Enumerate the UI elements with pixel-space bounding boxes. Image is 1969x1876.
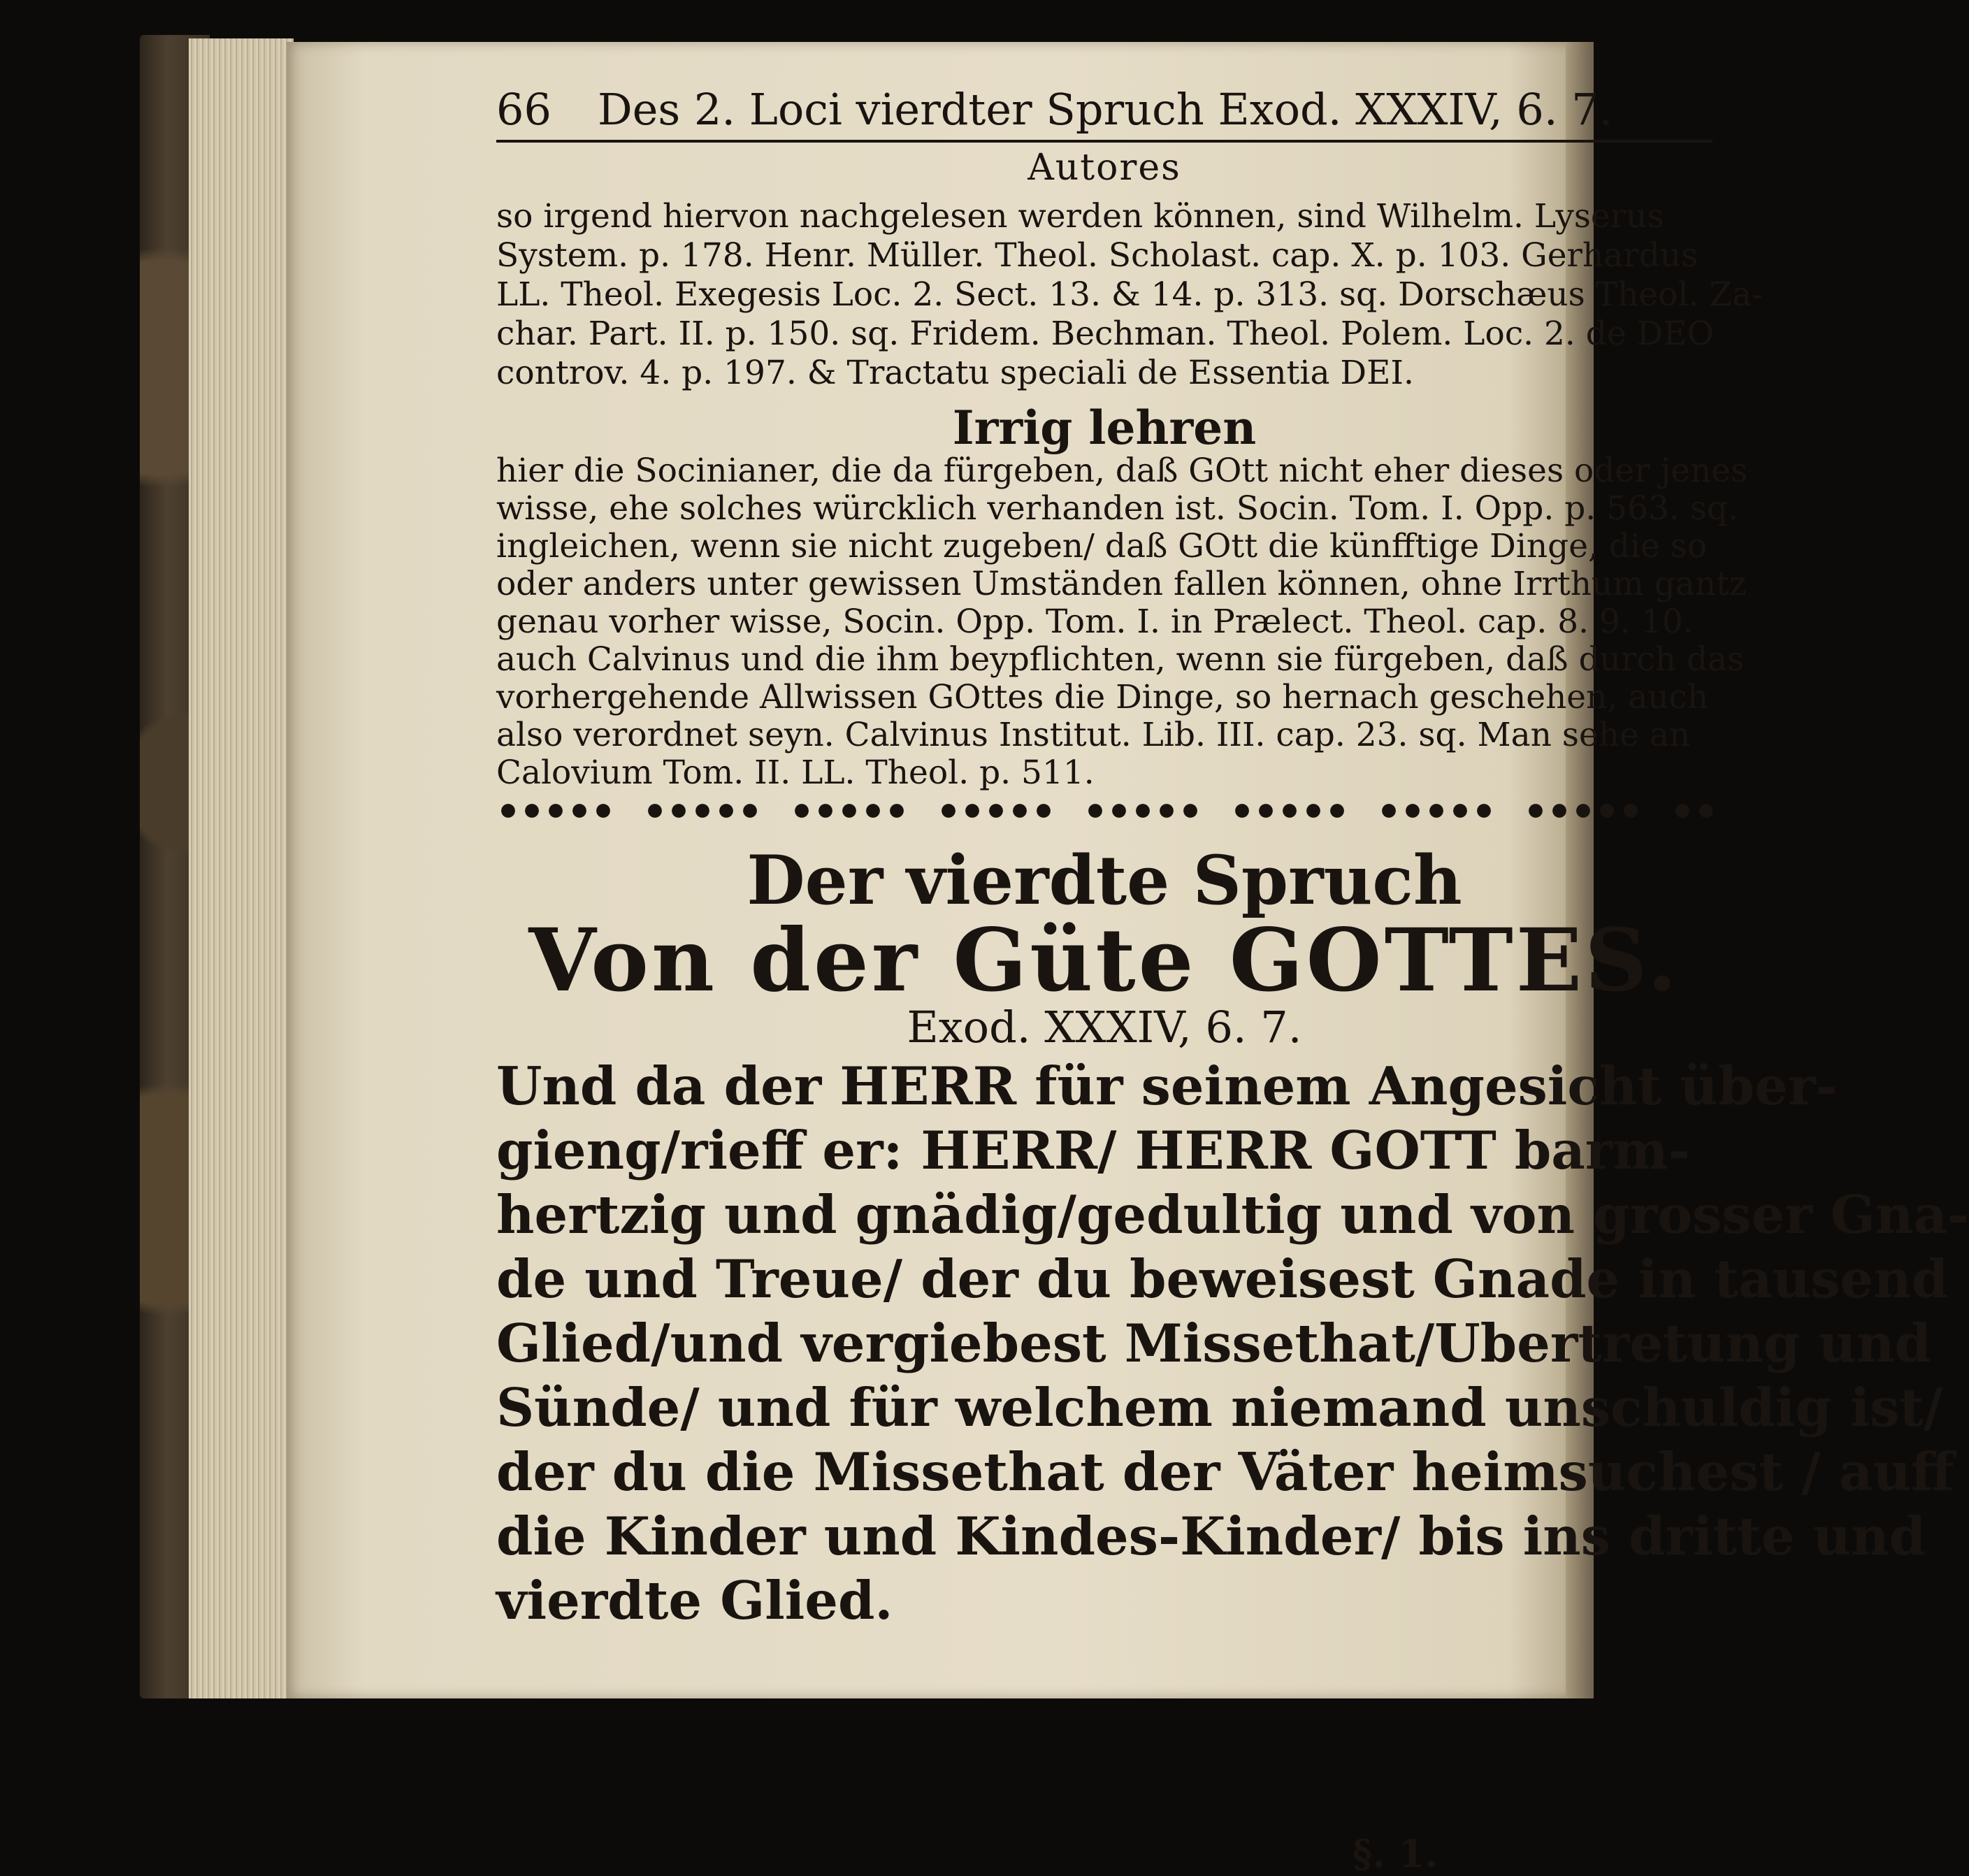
ornament [1083,799,1202,823]
irrig-line: ingleichen, wenn sie nicht zugeben/ daß GOtt die künfftige Dinge, die so [496,527,1708,565]
verse-line: der du die Missethat der Väter heimsuchest / auff [496,1441,1954,1503]
irrig-line: hier die Socinianer, die da fürgeben, daß GOtt nicht eher dieses oder jenes [496,452,1748,490]
running-title: Des 2. Loci vierdter Spruch Exod. XXXIV, 6. 7. [598,84,1613,135]
ornament [1671,799,1712,823]
verse-line: Und da der HERR für seinem Angesicht über- [496,1055,1838,1117]
section-subtitle: Von der Güte GOTTES. [528,910,1680,1011]
running-header [496,78,1712,141]
irrig-heading: Irrig lehren [952,401,1257,455]
ornament [1230,799,1349,823]
verse-line: die Kinder und Kindes-Kinder/ bis ins dritte und [496,1506,1926,1567]
verse-line: Glied/und vergiebest Missethat/Ubertretung und [496,1313,1931,1374]
page-number: 66 [496,84,551,135]
autores-heading: Autores [1027,147,1181,189]
verse-line: vierdte Glied. [496,1570,893,1631]
ornament [1377,799,1496,823]
verse-line: de und Treue/ der du beweisest Gnade in tausend [496,1248,1949,1310]
signature-mark: §. 1. [1353,1831,1438,1876]
ornament-border [496,793,1712,828]
autores-line: System. p. 178. Henr. Müller. Theol. Scholast. cap. X. p. 103. Gerhardus [496,236,1698,275]
autores-line: controv. 4. p. 197. & Tractatu speciali de Essentia DEI. [496,354,1414,392]
verse-line: Sünde/ und für welchem niemand unschuldig ist/ [496,1377,1943,1438]
irrig-line: wisse, ehe solches würcklich verhanden ist. Socin. Tom. I. Opp. p. 563. sq. [496,489,1738,528]
ornament [496,799,615,823]
irrig-line: genau vorher wisse, Socin. Opp. Tom. I. in Prælect. Theol. cap. 8. 9. 10. [496,603,1694,641]
ornament [790,799,909,823]
irrig-line: oder anders unter gewissen Umständen fallen können, ohne Irrthum gantz [496,565,1747,603]
autores-line: char. Part. II. p. 150. sq. Fridem. Bechman. Theol. Polem. Loc. 2. de DEO [496,315,1715,353]
ornament [643,799,762,823]
irrig-line: also verordnet seyn. Calvinus Institut. Lib. III. cap. 23. sq. Man sehe an [496,716,1691,754]
autores-line: LL. Theol. Exegesis Loc. 2. Sect. 13. & 14. p. 313. sq. Dorschæus Theol. Za- [496,275,1763,314]
section-title: Der vierdte Spruch [747,841,1462,920]
verse-line: hertzig und gnädig/gedultig und von grosser Gna- [496,1184,1969,1246]
irrig-line: vorhergehende Allwissen GOttes die Dinge, so hernach geschehen, auch [496,678,1709,716]
page-edges [189,38,294,1698]
scripture-reference: Exod. XXXIV, 6. 7. [907,1002,1302,1053]
irrig-line: Calovium Tom. II. LL. Theol. p. 511. [496,753,1095,792]
ornament [937,799,1055,823]
autores-line: so irgend hiervon nachgelesen werden können, sind Wilhelm. Lyserus [496,197,1664,236]
verse-line: gieng/rieff er: HERR/ HERR GOTT barm- [496,1120,1690,1181]
ornament [1524,799,1643,823]
irrig-line: auch Calvinus und die ihm beypflichten, wenn sie fürgeben, daß durch das [496,640,1745,679]
